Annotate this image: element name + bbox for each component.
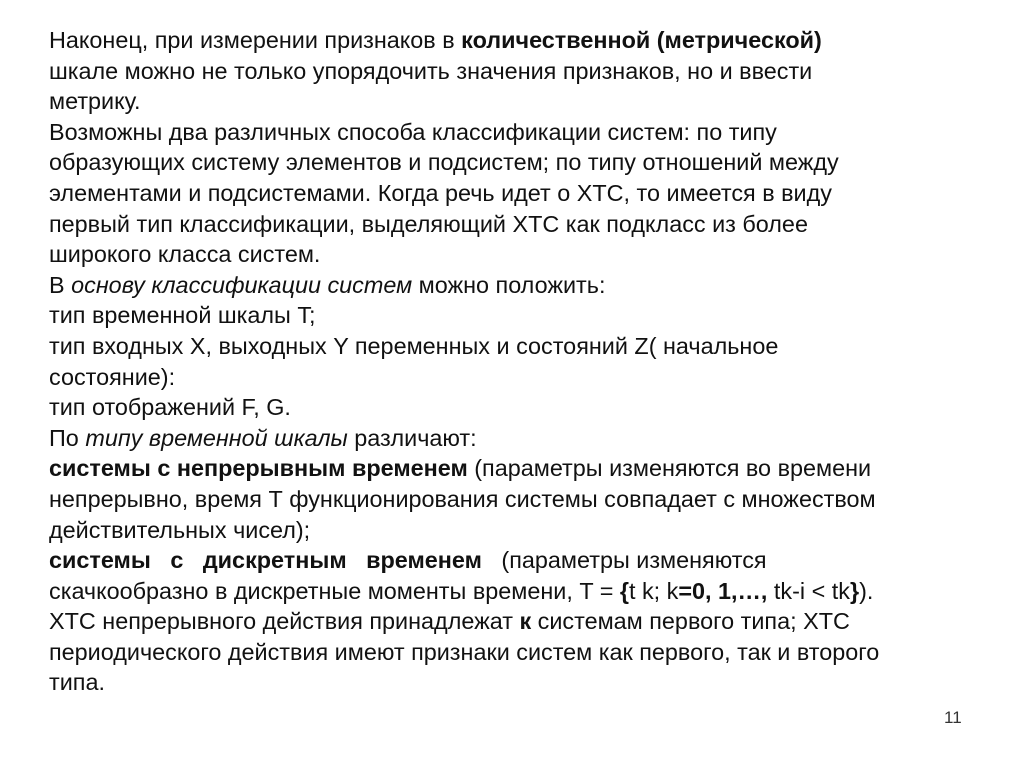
text-segment: Наконец, при измерении признаков в	[49, 27, 462, 53]
text-segment: ХТС непрерывного действия принадлежат	[49, 608, 520, 635]
text-segment: различают:	[347, 424, 477, 451]
text-segment: метрику.	[49, 88, 141, 115]
text-line	[49, 545, 979, 576]
text-line	[49, 362, 979, 393]
text-segment: образующих систему элементов и подсистем; по типу отношений между	[49, 149, 839, 176]
text-segment: В	[49, 271, 72, 298]
bold-text-segment: =0, 1,…,	[678, 577, 768, 604]
text-line	[49, 147, 979, 178]
text-line	[49, 423, 979, 454]
text-segment: tk-i < tk	[767, 577, 850, 604]
slide-body-text	[49, 25, 979, 698]
text-line	[49, 667, 979, 698]
bold-text-segment: системы с непрерывным временем	[49, 455, 468, 482]
text-line	[49, 484, 979, 515]
bold-text-segment: системы с дискретным временем	[49, 547, 482, 574]
text-segment: Возможны два различных способа классификации систем: по типу	[49, 118, 777, 145]
text-line	[49, 209, 979, 240]
text-line	[49, 453, 979, 484]
text-segment: По	[49, 424, 86, 451]
text-segment: типа.	[49, 669, 105, 696]
bold-text-segment: {	[619, 577, 629, 604]
italic-text-segment: типу временной шкалы	[85, 424, 348, 451]
text-segment: состояние):	[49, 363, 176, 390]
page-number: 11	[944, 708, 962, 727]
text-segment: элементами и подсистемами. Когда речь идет о ХТС, то имеется в виду	[49, 179, 832, 206]
text-segment: тип временной шкалы T;	[49, 302, 316, 329]
text-segment: широкого класса систем.	[49, 241, 321, 268]
text-line	[49, 86, 979, 117]
text-line	[49, 300, 979, 331]
text-line	[49, 515, 979, 546]
text-segment: можно положить:	[412, 271, 606, 298]
italic-text-segment: основу классификации систем	[71, 271, 413, 298]
text-segment: тип входных X, выходных Y переменных и состояний Z( начальное	[49, 332, 779, 359]
text-segment: t k; k	[628, 577, 679, 604]
text-segment: периодического действия имеют признаки систем как первого, так и второго	[49, 638, 880, 665]
text-line	[49, 117, 979, 148]
text-line	[49, 637, 979, 668]
bold-text-segment: }	[849, 577, 860, 604]
text-line	[49, 331, 979, 362]
text-segment: (параметры изменяются	[481, 547, 767, 574]
text-line	[49, 56, 979, 87]
text-segment: шкале можно не только упорядочить значения признаков, но и ввести	[49, 57, 813, 84]
text-line	[49, 239, 979, 270]
text-line	[49, 606, 979, 637]
text-line	[49, 576, 979, 607]
text-segment: тип отображений F, G.	[49, 394, 291, 421]
text-segment: (параметры изменяются во времени	[467, 455, 872, 482]
text-line	[49, 392, 979, 423]
text-segment: непрерывно, время Т функционирования системы совпадает с множеством	[49, 485, 876, 512]
text-segment: первый тип классификации, выделяющий ХТС как подкласс из более	[49, 210, 808, 237]
text-segment: скачкообразно в дискретные моменты времени, T =	[49, 577, 620, 604]
text-segment: системам первого типа; ХТС	[531, 608, 850, 635]
text-segment: ).	[859, 577, 874, 604]
text-line	[49, 178, 979, 209]
text-line	[49, 25, 979, 56]
text-segment: действительных чисел);	[49, 516, 311, 543]
text-line	[49, 270, 979, 301]
bold-text-segment: количественной (метрической)	[461, 27, 822, 53]
bold-text-segment: к	[519, 608, 532, 635]
